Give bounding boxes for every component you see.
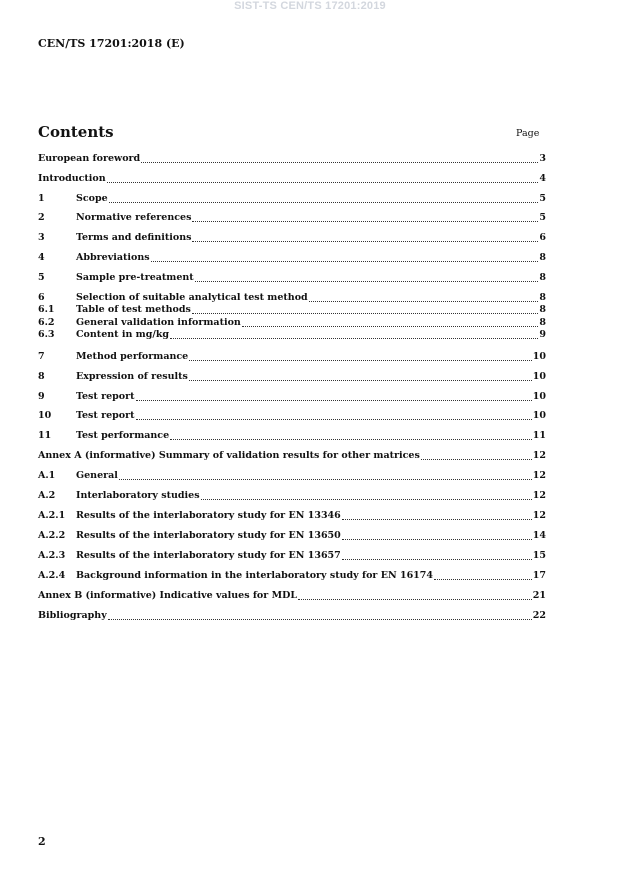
toc-entry[interactable] [38, 152, 546, 166]
toc-entry-number: 6.1 [38, 304, 55, 315]
toc-entry-number: 4 [38, 252, 45, 263]
dot-leader [189, 360, 532, 361]
toc-entry-title: Sample pre-treatment [76, 272, 194, 283]
dot-leader [201, 499, 532, 500]
toc-entry-page: 8 [539, 292, 546, 303]
dot-leader [170, 338, 538, 339]
toc-entry[interactable] [38, 469, 546, 483]
dot-leader [342, 539, 532, 540]
toc-entry-number: 1 [38, 193, 45, 204]
toc-entry-page: 9 [539, 329, 546, 340]
toc-entry-title: Annex A (informative) Summary of validation results for other matrices [38, 450, 420, 461]
toc-entry-title: Abbreviations [76, 252, 150, 263]
toc-entry-title: Test report [76, 410, 135, 421]
toc-entry-page: 3 [539, 153, 546, 164]
toc-entry[interactable] [38, 192, 546, 206]
dot-leader [108, 619, 532, 620]
dot-leader [119, 479, 532, 480]
toc-entry-page: 10 [532, 351, 546, 362]
toc-entry[interactable] [38, 589, 546, 603]
dot-leader [298, 599, 532, 600]
dot-leader [189, 380, 532, 381]
toc-entry[interactable] [38, 328, 546, 342]
dot-leader [141, 162, 538, 163]
toc-entry[interactable] [38, 449, 546, 463]
toc-entry-title: Bibliography [38, 610, 107, 621]
toc-entry-page: 8 [539, 252, 546, 263]
toc-entry[interactable] [38, 211, 546, 225]
page-number: 2 [38, 835, 46, 848]
toc-entry-page: 5 [539, 193, 546, 204]
toc-entry[interactable] [38, 370, 546, 384]
toc-entry[interactable] [38, 231, 546, 245]
dot-leader [136, 400, 532, 401]
toc-entry-page: 12 [532, 470, 546, 481]
dot-leader [151, 261, 539, 262]
toc-entry-page: 14 [532, 530, 546, 541]
dot-leader [109, 202, 539, 203]
toc-entry-number: 3 [38, 232, 45, 243]
dot-leader [192, 241, 538, 242]
toc-entry-title: General [76, 470, 118, 481]
toc-entry-page: 12 [532, 450, 546, 461]
toc-entry-page: 12 [532, 490, 546, 501]
toc-entry[interactable] [38, 271, 546, 285]
dot-leader [195, 281, 539, 282]
contents-title: Contents [38, 123, 114, 141]
toc-entry-number: 10 [38, 410, 52, 421]
dot-leader [170, 439, 532, 440]
toc-entry-page: 12 [532, 510, 546, 521]
toc-entry-page: 8 [539, 304, 546, 315]
toc-entry-page: 10 [532, 410, 546, 421]
page-column-label: Page [516, 128, 540, 139]
dot-leader [192, 221, 538, 222]
dot-leader [342, 559, 532, 560]
toc-entry-title: Test report [76, 391, 135, 402]
toc-entry-page: 6 [539, 232, 546, 243]
dot-leader [309, 301, 539, 302]
toc-entry-number: A.1 [38, 470, 56, 481]
toc-entry[interactable] [38, 609, 546, 623]
toc-entry-number: 6 [38, 292, 45, 303]
toc-entry[interactable] [38, 569, 546, 583]
toc-entry[interactable] [38, 529, 546, 543]
toc-entry-title: Method performance [76, 351, 189, 362]
toc-entry-title: Scope [76, 193, 108, 204]
toc-entry-page: 21 [532, 590, 546, 601]
toc-entry-page: 11 [532, 430, 546, 441]
dot-leader [421, 459, 532, 460]
toc-entry-title: Interlaboratory studies [76, 490, 200, 501]
toc-entry-title: Annex B (informative) Indicative values for MDL [38, 590, 298, 601]
toc-entry-title: Table of test methods [76, 304, 191, 315]
toc-entry-page: 15 [532, 550, 546, 561]
toc-entry-number: 7 [38, 351, 45, 362]
toc-entry-title: General validation information [76, 317, 241, 328]
toc-entry-title: Content in mg/kg [76, 329, 170, 340]
toc-entry[interactable] [38, 390, 546, 404]
toc-entry[interactable] [38, 350, 546, 364]
dot-leader [242, 326, 539, 327]
toc-entry-number: 5 [38, 272, 45, 283]
toc-entry-title: Results of the interlaboratory study for EN 13650 [76, 530, 341, 541]
toc-entry[interactable] [38, 509, 546, 523]
toc-entry-title: Normative references [76, 212, 192, 223]
toc-entry-number: A.2.2 [38, 530, 66, 541]
document-id: CEN/TS 17201:2018 (E) [38, 37, 185, 50]
toc-entry-title: European foreword [38, 153, 141, 164]
toc-entry-number: 6.2 [38, 317, 55, 328]
toc-entry-page: 22 [532, 610, 546, 621]
toc-entry-number: A.2.3 [38, 550, 66, 561]
watermark: SIST-TS CEN/TS 17201:2019 [234, 0, 386, 12]
toc-entry-title: Introduction [38, 173, 106, 184]
toc-entry-number: 2 [38, 212, 45, 223]
toc-entry-title: Results of the interlaboratory study for EN 13657 [76, 550, 341, 561]
toc-entry-title: Results of the interlaboratory study for EN 13346 [76, 510, 341, 521]
toc-entry-number: A.2.4 [38, 570, 66, 581]
toc-entry-page: 17 [532, 570, 546, 581]
toc-entry-title: Selection of suitable analytical test method [76, 292, 308, 303]
toc-entry-page: 4 [539, 173, 546, 184]
toc-entry-page: 10 [532, 371, 546, 382]
toc-entry-page: 8 [539, 272, 546, 283]
toc-entry[interactable] [38, 303, 546, 317]
dot-leader [192, 313, 539, 314]
toc-entry-number: A.2 [38, 490, 56, 501]
dot-leader [136, 419, 532, 420]
toc-entry[interactable] [38, 172, 546, 186]
toc-entry-page: 10 [532, 391, 546, 402]
toc-entry-number: 8 [38, 371, 45, 382]
toc-entry-title: Expression of results [76, 371, 188, 382]
toc-entry[interactable] [38, 429, 546, 443]
toc-entry-number: 9 [38, 391, 45, 402]
toc-entry-number: 6.3 [38, 329, 55, 340]
toc-entry-number: 11 [38, 430, 52, 441]
dot-leader [342, 519, 532, 520]
dot-leader [107, 182, 539, 183]
toc-entry[interactable] [38, 489, 546, 503]
toc-entry[interactable] [38, 251, 546, 265]
dot-leader [434, 579, 532, 580]
toc-entry-title: Terms and definitions [76, 232, 192, 243]
toc-entry[interactable] [38, 549, 546, 563]
toc-entry-number: A.2.1 [38, 510, 66, 521]
toc-entry[interactable] [38, 409, 546, 423]
toc-entry-title: Background information in the interlaboratory study for EN 16174 [76, 570, 434, 581]
toc-entry-page: 8 [539, 317, 546, 328]
toc-entry-title: Test performance [76, 430, 170, 441]
toc-entry-page: 5 [539, 212, 546, 223]
